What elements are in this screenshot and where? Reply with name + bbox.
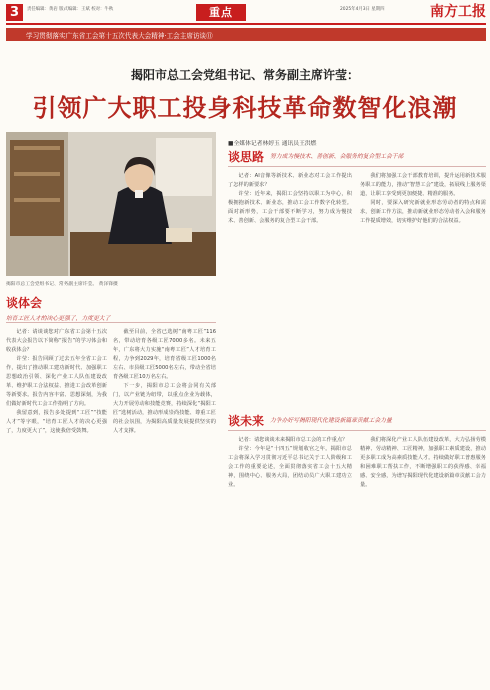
section-rule: [228, 166, 486, 167]
issue-date: 2025年4月3日 星期四: [340, 7, 385, 12]
photo-caption: 揭阳市总工会党组书记、常务副主席许莹。 黄泽锋摄: [6, 282, 118, 287]
editors-line: 责任编辑：黄岩 版式编辑：王斌 校对：牛秋: [27, 7, 114, 12]
section-title-future: 谈未来: [228, 414, 265, 428]
paragraph: 我留意到，报告多处提到“工匠”“技能人才”等字眼，“培育工匠人才的决心更强了，力度更大了”，这使我倍受鼓舞。: [6, 410, 107, 434]
text-column: [360, 436, 486, 684]
paragraph: 我们将加强工会干部教育培训，提升运用新技术服务职工的能力，推动“智慧工会”建设，拓展线上服务渠道，让职工享受到更加便捷、精准的服务。: [360, 173, 486, 197]
newspaper-logo: 南方工报: [430, 4, 486, 20]
section-title-approach: 谈思路: [228, 150, 265, 164]
paragraph: 许莹：近年来，揭阳工会坚持以职工为中心，积极拥抱新技术、新业态，推动工会工作数字化转型。面对新形势，工会干部要不断学习，努力成为慢技术、善创新、会服务的复合型工会干部。: [228, 191, 352, 224]
paragraph: 许莹：报告回顾了过去五年全省工会工作，提出了推动职工建功新时代、加强职工思想政治引领、深化产业工人队伍建设改革、维护职工合法权益、推进工会改革创新等新要求。报告内容丰富、思想深刻，为我们做好新时代工会工作指明了方向。: [6, 356, 107, 407]
text-column: [113, 328, 216, 684]
portrait-illustration: [6, 132, 216, 276]
paragraph: 记者：AI音像等新技术、新业态对工会工作提出了怎样的新要求？: [228, 173, 352, 188]
text-column: [360, 172, 486, 404]
header-divider: [6, 23, 486, 25]
section-rule: [6, 322, 216, 323]
byline: ■全媒体记者林婷玉 通讯员王洪燃: [228, 141, 317, 147]
headline-deck: 揭阳市总工会党组书记、常务副主席许莹：: [130, 68, 359, 82]
paragraph: 截至目前，全省已选树“南粤工匠”116名，带动培育各级工匠7000多名。未来五年，广东将大力实施“南粤工匠”人才培育工程，力争到2029年，培育省级工匠1000名左右、市县级工匠5000名左右，带动全省培育各级工匠10万名左右。: [113, 329, 216, 380]
section-subtitle-experience: 培育工匠人才的决心更强了，力度更大了: [6, 316, 111, 322]
paragraph: 许莹：今年是“十四五”规划收官之年。揭阳市总工会将深入学习贯彻习近平总书记关于工人阶级和工会工作的重要论述，全面贯彻落实省工会十五大精神，围绕中心、服务大局，团结动员广大职工建功立业。: [228, 446, 352, 488]
paragraph: 记者：请您谈谈未来揭阳市总工会的工作重点？: [238, 437, 348, 443]
text-column: [228, 436, 352, 684]
section-subtitle-future: 力争办好写揭阳现代化建设新篇章贡献工会力量: [270, 418, 392, 424]
text-column: [228, 172, 352, 404]
paragraph: 同时，要深入研究新就业形态劳动者的特点和需求，创新工作方法，推动新就业形态劳动者入会和服务工作提质增效，切实维护好他们的合法权益。: [360, 200, 486, 224]
text-column: [6, 328, 107, 684]
paragraph: 我们将深化产业工人队伍建设改革，大力弘扬劳模精神、劳动精神、工匠精神，加强职工素质建设，推动更多职工成为高素质技能人才。持续做好职工普惠服务和困难职工帮扶工作，不断增强职工的获得感、幸福感、安全感，为谱写揭阳现代化建设新篇章贡献工会力量。: [360, 437, 486, 488]
page-number: 3: [6, 4, 23, 21]
portrait-photo: [6, 132, 216, 276]
section-title-experience: 谈体会: [6, 296, 43, 310]
section-tab: 重点: [196, 4, 246, 21]
column-banner-text: 学习贯彻落实广东省工会第十五次代表大会精神·工会主席访谈⑪: [26, 32, 213, 40]
paragraph: 下一步，揭阳市总工会将会同有关部门，以产业链为纽带，以重点企业为载体，大力开展劳动和技能竞赛，持续深化“揭阳工匠”选树活动，推动形成崇尚技能、尊重工匠的社会氛围，为揭阳高质量发展提供坚实的人才支撑。: [113, 383, 216, 434]
headline: 引领广大职工投身科技革命数智化浪潮: [32, 94, 458, 122]
paragraph: 记者：请谈谈您对广东省工会第十五次代表大会报告以下简称“报告”的学习体会和收获体会？: [6, 329, 107, 353]
section-rule: [228, 430, 486, 431]
section-subtitle-approach: 努力成为慢技术、善创新、会服务的复合型工会干部: [270, 154, 404, 160]
